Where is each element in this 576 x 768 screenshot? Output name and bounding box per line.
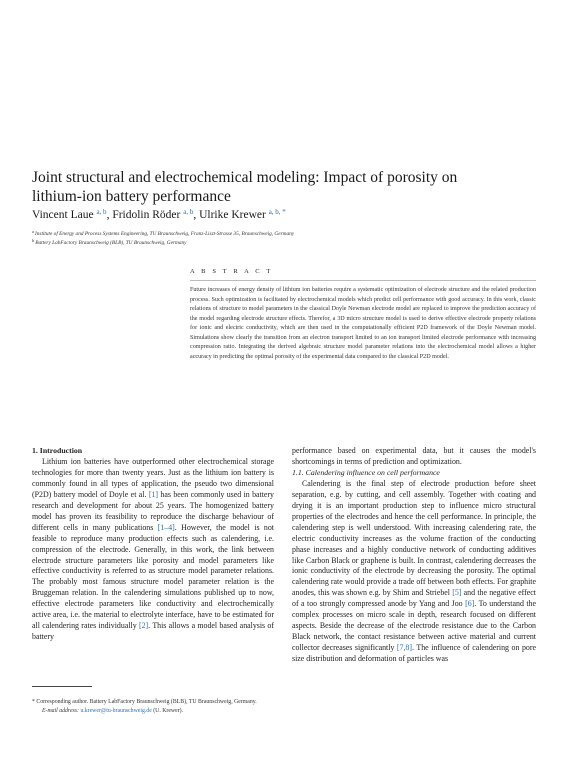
author-affiliation-marks[interactable]: a, b, *	[268, 208, 286, 216]
abstract-divider	[190, 280, 536, 281]
author-name: Ulrike Krewer	[199, 209, 266, 221]
citation-link[interactable]: [2]	[138, 621, 149, 631]
author-affiliation-marks[interactable]: a, b	[183, 208, 194, 216]
author-affiliation-marks[interactable]: a, b	[96, 208, 107, 216]
author-list: Vincent Laue $^{a, b}$, Fridolin Röder $^{a, b}$, Ulrike Krewer $^{a, b, *}$	[32, 208, 286, 221]
affiliation-a: $^a$Institute of Energy and Process Systems Engineering, TU Braunschweig, Franz-Liszt-Strasse 35, Braunschweig, Germany	[32, 229, 295, 237]
corresponding-author-note: * Corresponding author. Battery LabFactory Braunschweig (BLB), TU Braunschweig, Germany.	[32, 699, 257, 705]
affiliation-b: $^b$Battery LabFactory Braunschweig (BLB), TU Braunschweig, Germany	[32, 238, 187, 246]
abstract-text: Future increases of energy density of lithium ion batteries require a systematic optimization of electrode structure and the related production process. Such optimization is facilitated by electrochemical models which predict cell performance with good accuracy. In this work, classic relations of structure to model parameters in the classical Doyle Newman electrode model are replaced to improve the prediction accuracy of the model regarding electrode structure effects. Therefor, a 3D micro structure model is used to derive effective electrode property relations for ionic and electric conductivity, which are then used in the computationally efficient P2D framework of the Doyle Newman model. Simulations show clearly the transition from an electron transport limited to an ion transport limited electrode performance with increasing compression ratio. Integrating the derived algebraic structure model parameter relations into the electrochemical model allows a higher accuracy in predicting the optimal porosity of the experimental data compared to the classical P2D model.	[190, 287, 536, 360]
right-column	[292, 446, 536, 665]
subsection-heading-calendering: 1.1. Calendering influence on cell performance	[292, 467, 440, 477]
footnote	[32, 698, 284, 716]
intro-paragraph-continued: performance based on experimental data, but it causes the model's shortcomings in terms of prediction and optimization.	[292, 446, 536, 466]
section-heading-introduction: 1. Introduction	[32, 446, 83, 455]
paper-title: Joint structural and electrochemical modeling: Impact of porosity on lithium-ion battery performance	[32, 169, 458, 205]
left-column	[32, 446, 274, 643]
calendering-paragraph: Calendering is the final step of electrode production before sheet separation, e.g. by cutting, and cell assembly. Together with coating and drying it is an important production step to influence micro structural properties of the electrodes and hence the cell performance. In principle, the calendering step is well understood. With increasing calendering rate, the electric conductivity increases as the volume fraction of the conducting phase increases and a highly conductive network of conducting additives like Carbon Black or graphene is built. In contrast, calendering decreases the ionic conductivity of the electrode by decreasing the porosity. The optimal calendering rate would provide a trade off between both effects. For graphite anodes, this was shown e.g. by Shim and Striebel [5] and the negative effect of a too strongly compressed anode by Yang and Joo [6]. To understand the complex processes on micro scale in depth, research focused on different aspects. Beside the decrease of the electrode resistance due to the Carbon Black network, the contact resistance between active material and current collector decreases significantly [7,8]. The influence of calendering on pore size distribution and deformation of particles was	[292, 478, 536, 664]
citation-link[interactable]: [5]	[452, 588, 462, 598]
email-link[interactable]: u.krewer@tu-braunschweig.de	[80, 708, 152, 714]
citation-link[interactable]: [1–4]	[157, 522, 175, 532]
citation-link[interactable]: [6]	[465, 599, 475, 609]
citation-link[interactable]: [1]	[148, 489, 159, 499]
intro-paragraph: Lithium ion batteries have outperformed other electrochemical storage technologies for more than twenty years. Just as the lithium ion battery is commonly found in all types of application, the pseudo two dimensional (P2D) battery model of Doyle et al. [1] has been commonly used in battery research and development for about 25 years. The homogenized battery model has proven its feasibility to reproduce the discharge behaviour of different cells in many publications [1–4]. However, the model is not feasible to reproduce many production effects such as calendering, i.e. compression of the electrode. Generally, in this work, the link between electrode structure parameters like porosity and model parameters like effective conductivity is referred to as structure model parameter relations. The probably most famous structure model parameter relation is the Bruggeman relation. In the calendering simulations published up to now, effective electrode parameters like conductivity and electrochemically active area, i.e. the material to electrolyte interface, have to be estimated for all calendering rates individually [2]. This allows a model based analysis of battery	[32, 456, 274, 642]
footnote-divider	[32, 686, 92, 687]
abstract-heading: A B S T R A C T	[190, 268, 273, 275]
author-name: Vincent Laue	[32, 209, 94, 221]
citation-link[interactable]: [7,8]	[396, 643, 413, 653]
email-line: E-mail address: u.krewer@tu-braunschweig.de (U. Krewer).	[42, 708, 184, 714]
author-name: Fridolin Röder	[112, 209, 181, 221]
